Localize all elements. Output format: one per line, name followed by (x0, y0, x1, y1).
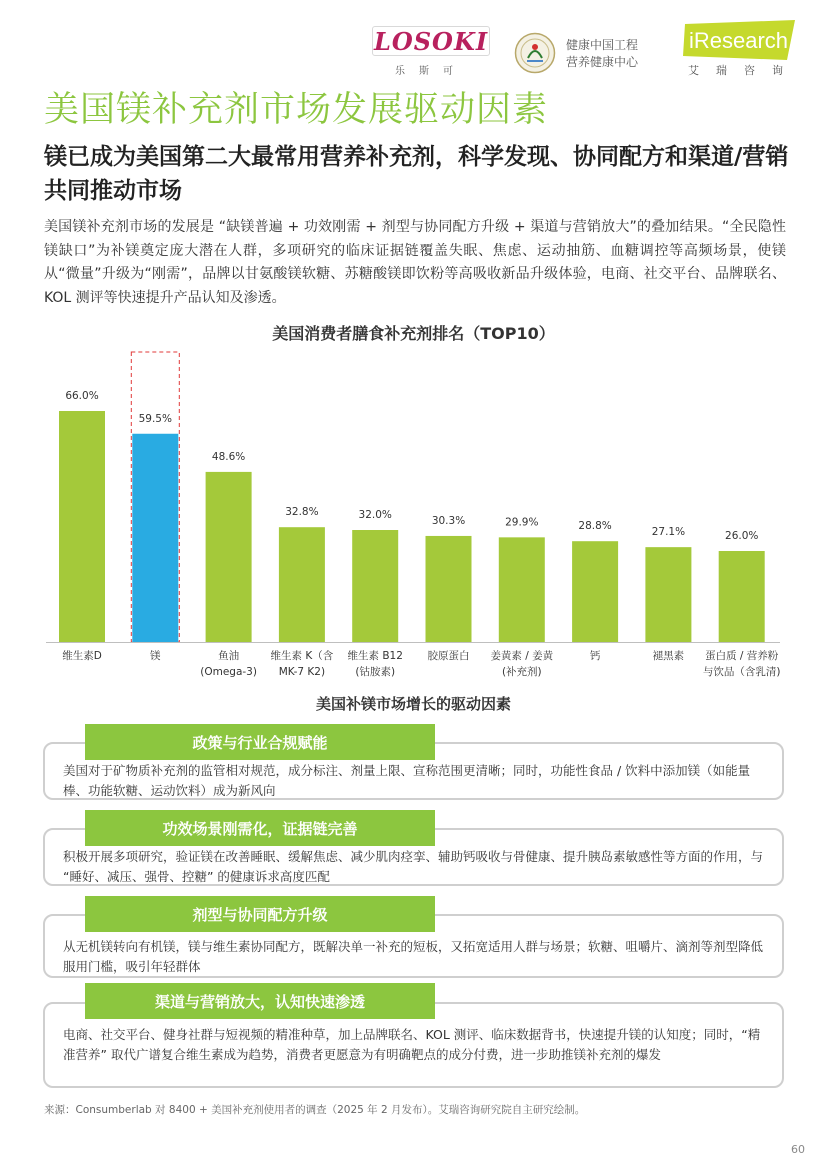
bar (719, 551, 765, 642)
category-label: (补充剂) (501, 666, 542, 678)
iresearch-logo-subtitle: 艾瑞咨询 (688, 64, 800, 77)
driver-card-text: 积极开展多项研究，验证镁在改善睡眠、缓解焦虑、减少肌肉痉挛、辅助钙吸收与骨健康、提升胰岛素敏感性等方面的作用，与 “睡好、减压、强骨、控糖” 的健康诉求高度匹配 (63, 849, 764, 884)
data-label: 32.8% (285, 506, 319, 519)
bar (426, 536, 472, 642)
data-label: 29.9% (505, 516, 539, 529)
losoki-logo-subtitle: 乐斯可 (395, 66, 467, 77)
bar (572, 541, 618, 642)
category-label: MK-7 K2) (278, 666, 326, 678)
category-label: 维生素 K（含 (270, 650, 334, 662)
category-label: 钙 (589, 650, 601, 662)
chart-title: 美国消费者膳食补充剂排名（TOP10） (272, 324, 555, 343)
driver-label-policy: 政策与行业合规赋能 (85, 724, 435, 760)
driver-card-text: 电商、社交平台、健身社群与短视频的精准种草，加上品牌联名、KOL 测评、临床数据背书，快速提升镁的认知度；同时，“精准营养” 取代广谱复合维生素成为趋势，消费者更愿意为有明确靶点的成分付费，进一步助推镁补充剂的爆发 (63, 1027, 761, 1062)
category-label: 蛋白质 / 营养粉 (705, 650, 779, 662)
bar (499, 537, 545, 642)
category-label: 鱼油 (218, 650, 240, 662)
category-label: 姜黄素 / 姜黄 (490, 650, 554, 662)
data-label: 27.1% (651, 526, 686, 539)
category-label: 胶原蛋白 (427, 650, 470, 662)
driver-label-formulation: 剂型与协同配方升级 (85, 896, 435, 932)
page-subtitle: 镁已成为美国第二大最常用营养补充剂，科学发现、协同配方和渠道/营销共同推动市场 (44, 144, 789, 204)
category-label: (钴胺素) (355, 666, 396, 678)
driver-card-text: 美国对于矿物质补充剂的监管相对规范，成分标注、剂量上限、宣称范围更清晰；同时，功能性食品 / 饮料中添加镁（如能量棒、功能软糖、运动饮料）成为新风向 (63, 763, 751, 798)
category-label: 与饮品（含乳清) (702, 666, 781, 678)
page-title: 美国镁补充剂市场发展驱动因素 (44, 90, 549, 130)
iresearch-logo-text: iResearch (689, 28, 789, 53)
data-label: 59.5% (138, 412, 172, 425)
losoki-logo-text: LOSOKI (373, 26, 489, 56)
data-label: 28.8% (578, 520, 612, 533)
bar (132, 434, 178, 642)
data-label: 30.3% (431, 514, 466, 527)
source-note: 来源：Consumberlab 对 8400 + 美国补充剂使用者的调查（2025 年 2 月发布）。艾瑞咨询研究院自主研究绘制。 (44, 1104, 586, 1116)
health-line-2: 营养健康中心 (566, 55, 639, 69)
data-label: 26.0% (725, 530, 759, 542)
intro-paragraph: 美国镁补充剂市场的发展是 “缺镁普遍 + 功效刚需 + 剂型与协同配方升级 + 渠道与营销放大”的叠加结果。“全民隐性镁缺口”为补镁奠定庞大潜在人群，多项研究的临床证据链覆盖失眠、焦虑、运动抽筋、血糖调控等高频场景，使镁从“微量”升级为“刚需”，品牌以甘氨酸镁软糖、苏糖酸镁即饮粉等高吸收新品升级体验，电商、社交平台、品牌联名、KOL 测评等快速提升产品认知及渗透。 (44, 219, 786, 306)
category-label: 镁 (150, 650, 161, 662)
bar (352, 530, 398, 642)
driver-label-channel: 渠道与营销放大，认知快速渗透 (85, 983, 435, 1019)
data-label: 66.0% (65, 390, 99, 402)
bar (279, 527, 325, 642)
driver-card-text: 从无机镁转向有机镁，镁与维生素协同配方，既解决单一补充的短板，又拓宽适用人群与场景；软糖、咀嚼片、滴剂等剂型降低服用门槛，吸引年轻群体 (63, 939, 764, 974)
category-label: (Omega-3) (200, 666, 257, 678)
bar (59, 411, 105, 642)
driver-label-efficacy: 功效场景刚需化，证据链完善 (85, 810, 435, 846)
health-line-1: 健康中国工程 (566, 38, 639, 52)
data-label: 32.0% (358, 509, 392, 521)
bar (645, 547, 691, 642)
data-label: 48.6% (211, 450, 246, 463)
drivers-section-title: 美国补镁市场增长的驱动因素 (315, 695, 511, 713)
bar (206, 472, 252, 642)
category-label: 褪黑素 (652, 650, 685, 662)
category-label: 维生素D (62, 650, 102, 662)
page-number: 60 (791, 1143, 805, 1156)
category-label: 维生素 B12 (347, 650, 403, 662)
